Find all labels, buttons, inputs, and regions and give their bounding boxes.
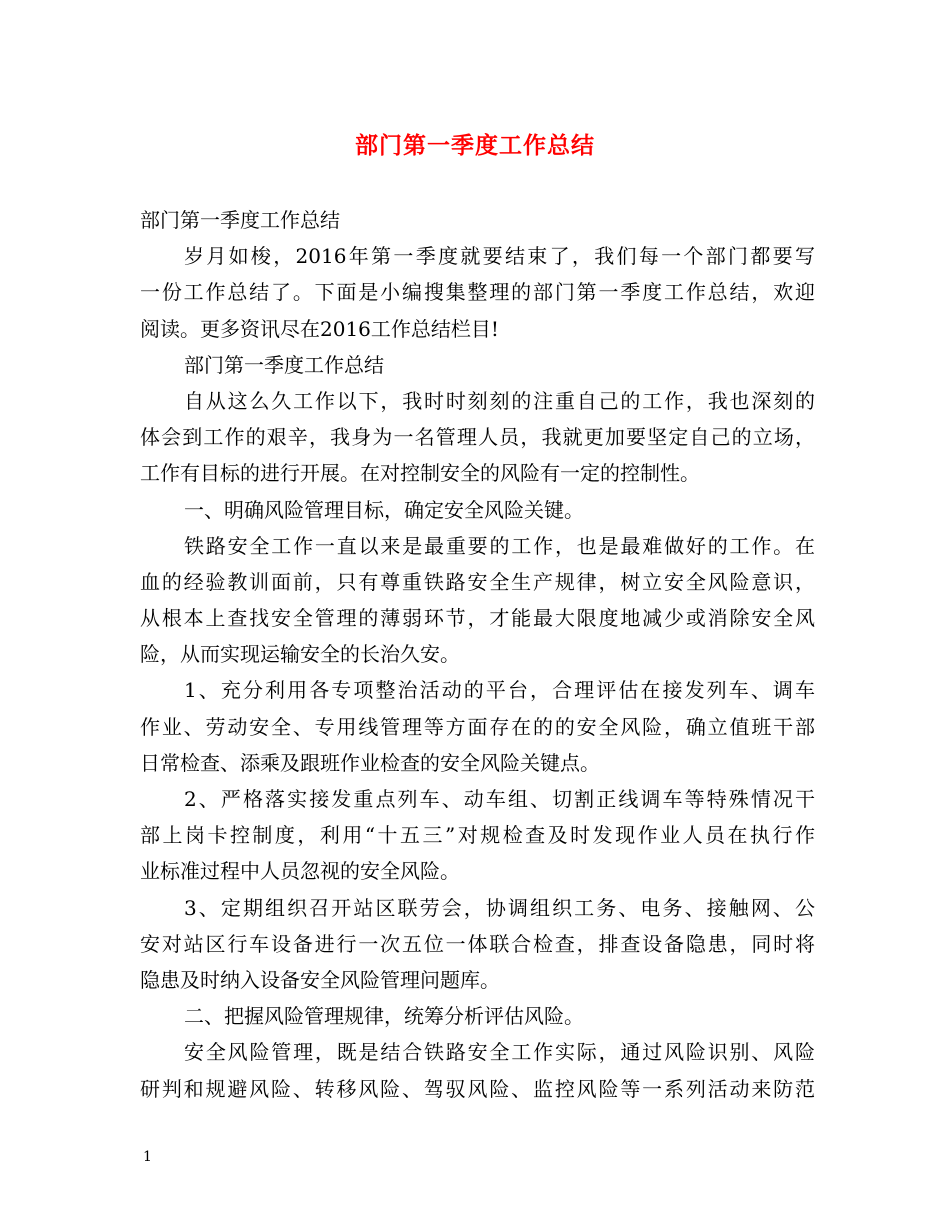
page-number: 1	[143, 1149, 152, 1165]
text-line: 研判和规避风险、转移风险、驾驭风险、监控风险等一系列活动来防范	[140, 1076, 815, 1101]
text-line: 铁路安全工作一直以来是最重要的工作，也是最难做好的工作。在	[184, 533, 815, 558]
text-line: 作业、劳动安全、专用线管理等方面存在的的安全风险，确立值班干部	[140, 714, 815, 739]
text-line: 自从这么久工作以下，我时时刻刻的注重自己的工作，我也深刻的	[184, 388, 815, 413]
text-line: 日常检查、添乘及跟班作业检查的安全风险关键点。	[140, 750, 600, 775]
text-line: 岁月如梭，2016年第一季度就要结束了，我们每一个部门都要写	[184, 244, 815, 269]
document-title: 部门第一季度工作总结	[355, 132, 595, 159]
text-line: 体会到工作的艰辛，我身为一名管理人员，我就更加要坚定自己的立场，	[140, 425, 815, 450]
text-line: 安对站区行车设备进行一次五位一体联合检查，排查设备隐患，同时将	[140, 931, 815, 956]
text-line: 险，从而实现运输安全的长治久安。	[140, 642, 460, 667]
text-line: 二、把握风险管理规律，统筹分析评估风险。	[184, 1004, 584, 1029]
text-line: 业标准过程中人员忽视的安全风险。	[140, 859, 460, 884]
text-line: 1、充分利用各专项整治活动的平台，合理评估在接发列车、调车	[184, 678, 815, 703]
text-line: 安全风险管理，既是结合铁路安全工作实际，通过风险识别、风险	[184, 1040, 815, 1065]
text-line: 3、定期组织召开站区联劳会，协调组织工务、电务、接触网、公	[184, 895, 815, 920]
document-body	[140, 202, 815, 1107]
text-line: 一份工作总结了。下面是小编搜集整理的部门第一季度工作总结，欢迎	[140, 280, 815, 305]
text-line: 从根本上查找安全管理的薄弱环节，才能最大限度地减少或消除安全风	[140, 606, 815, 631]
text-line: 部上岗卡控制度，利用“十五三”对规检查及时发现作业人员在执行作	[140, 823, 815, 848]
text-line: 一、明确风险管理目标，确定安全风险关键。	[184, 497, 584, 522]
text-line: 部门第一季度工作总结	[184, 352, 384, 377]
text-line: 隐患及时纳入设备安全风险管理问题库。	[140, 967, 500, 992]
text-line: 工作有目标的进行开展。在对控制安全的风险有一定的控制性。	[140, 461, 700, 486]
text-line: 2、严格落实接发重点列车、动车组、切割正线调车等特殊情况干	[184, 787, 815, 811]
text-line: 阅读。更多资讯尽在2016工作总结栏目!	[140, 316, 499, 341]
text-line: 血的经验教训面前，只有尊重铁路安全生产规律，树立安全风险意识，	[140, 569, 815, 594]
text-line: 部门第一季度工作总结	[140, 208, 340, 232]
